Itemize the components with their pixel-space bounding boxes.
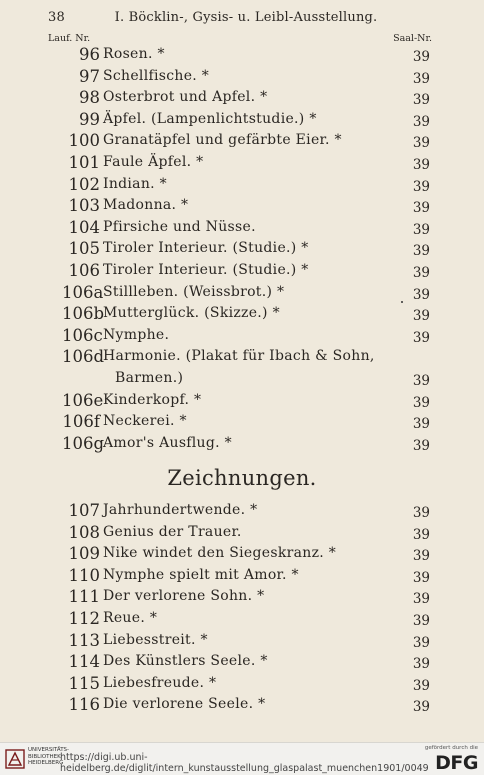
catalog-entry [62, 565, 432, 587]
catalog-entry [62, 522, 432, 544]
catalog-entry [62, 433, 432, 455]
entry-title: Granatäpfel und gefärbte Eier. * [103, 132, 342, 149]
catalog-entry [62, 608, 432, 630]
catalog-entry [62, 282, 432, 304]
catalog-entry [62, 195, 432, 217]
source-url-link[interactable]: https://digi.ub.uni-heidelberg.de/diglit/intern_kunstausstellung_glaspalast_muenchen1901/0049 [60, 752, 429, 774]
entry-room-number: 39 [412, 437, 430, 454]
entry-number: 108 [68, 522, 100, 542]
entry-title: Stillleben. (Weissbrot.) * [103, 283, 285, 300]
catalog-entry [62, 109, 432, 131]
entry-room-number: 39 [412, 548, 430, 565]
entry-number: 106g [62, 433, 105, 453]
sponsor-note: gefördert durch die [424, 745, 478, 751]
catalog-entry [62, 130, 432, 152]
entry-number: 103 [68, 196, 100, 216]
entry-room-number: 39 [412, 329, 430, 346]
catalog-entry [62, 66, 432, 88]
catalog-entry [62, 174, 432, 196]
entry-room-number: 39 [412, 373, 430, 390]
footer-bar [0, 742, 484, 775]
entry-room-number: 39 [412, 156, 430, 173]
entry-room-number: 39 [412, 243, 430, 260]
entry-room-number: 39 [412, 699, 430, 716]
entry-number: 101 [68, 152, 100, 172]
entry-title: Liebesfreude. * [103, 674, 217, 691]
drawings-list [62, 500, 432, 716]
catalog-entry [62, 152, 432, 174]
catalog-entry [62, 651, 432, 673]
catalog-entry [62, 303, 432, 325]
entry-title: Jahrhundertwende. * [103, 502, 258, 518]
entry-title [103, 346, 403, 389]
entry-title: Rosen. * [103, 46, 165, 62]
catalog-entry [62, 694, 432, 716]
entry-number: 106 [68, 260, 100, 280]
catalog-entry [62, 543, 432, 565]
entry-title: Tiroler Interieur. (Studie.) * [103, 240, 309, 257]
section-title: Zeichnungen. [167, 466, 317, 490]
entry-number: 99 [79, 109, 100, 129]
page-header [48, 10, 418, 25]
entry-room-number: 39 [412, 221, 430, 238]
col-head-saal: Saal-Nr. [393, 33, 432, 44]
entry-title: Amor's Ausflug. * [103, 434, 232, 451]
entry-number: 96 [79, 45, 100, 64]
entry-room-number: 39 [412, 135, 430, 152]
entry-number: 106c [62, 325, 103, 345]
entry-number: 107 [68, 501, 100, 520]
entry-number: 110 [68, 565, 100, 585]
dfg-logo: DFG [435, 752, 478, 774]
entry-room-number: 39 [412, 634, 430, 651]
entry-title: Liebesstreit. * [103, 631, 208, 648]
catalog-entry [62, 500, 432, 522]
catalog-entry [62, 390, 432, 412]
entry-room-number: 39 [412, 569, 430, 586]
catalog-entry [62, 44, 432, 66]
col-head-lauf: Lauf. Nr. [48, 33, 91, 44]
entry-number: 105 [68, 239, 100, 259]
entry-title: Nike windet den Siegeskranz. * [103, 545, 337, 562]
entry-number: 116 [68, 695, 100, 715]
entry-room-number: 39 [412, 178, 430, 195]
university-name: UNIVERSITÄTS- BIBLIOTHEK HEIDELBERG [28, 747, 70, 766]
entry-room-number: 39 [412, 200, 430, 217]
entry-title: Die verlorene Seele. * [103, 696, 266, 713]
entry-number: 104 [68, 217, 100, 237]
entry-number: 98 [79, 88, 100, 108]
catalog-entry [62, 586, 432, 608]
ink-speck [401, 301, 403, 303]
entry-number: 100 [68, 131, 100, 151]
entry-room-number: 39 [412, 113, 430, 130]
entry-room-number: 39 [412, 286, 430, 303]
entry-number: 106d [62, 347, 105, 367]
entry-number: 102 [68, 174, 100, 194]
entry-number: 111 [68, 587, 100, 607]
page-number: 38 [48, 10, 65, 25]
entry-title: Madonna. * [103, 197, 189, 214]
entry-number: 106a [62, 282, 104, 302]
entry-room-number: 39 [412, 70, 430, 87]
entry-number: 106b [62, 304, 105, 324]
entry-title: Genius der Trauer. [103, 523, 242, 540]
entry-number: 115 [68, 673, 100, 693]
entry-room-number: 39 [412, 92, 430, 109]
column-headers [48, 33, 432, 44]
entry-room-number: 39 [412, 264, 430, 281]
university-seal-icon [4, 748, 26, 770]
entry-number: 113 [68, 630, 100, 650]
entry-room-number: 39 [412, 416, 430, 433]
entry-title: Kinderkopf. * [103, 391, 202, 408]
entry-room-number: 39 [412, 591, 430, 608]
entry-number: 114 [68, 652, 100, 672]
entry-title: Pfirsiche und Nüsse. [103, 218, 256, 235]
entry-room-number: 39 [412, 308, 430, 325]
catalog-entry [62, 217, 432, 239]
entry-number: 109 [68, 544, 100, 564]
entry-room-number: 39 [412, 49, 430, 65]
catalog-entry [62, 630, 432, 652]
entry-number: 97 [79, 66, 100, 86]
entry-title: Reue. * [103, 609, 158, 626]
entry-title: Des Künstlers Seele. * [103, 653, 268, 670]
entry-room-number: 39 [412, 526, 430, 543]
entry-title: Indian. * [103, 175, 167, 192]
entry-title: Schellfische. * [103, 67, 210, 84]
catalog-entry [62, 260, 432, 282]
entry-title: Tiroler Interieur. (Studie.) * [103, 261, 309, 278]
entry-title: Der verlorene Sohn. * [103, 588, 265, 605]
catalog-entry [62, 87, 432, 109]
paintings-list [62, 44, 432, 454]
entry-title: Mutterglück. (Skizze.) * [103, 305, 280, 322]
entry-room-number: 39 [412, 677, 430, 694]
catalog-entry [62, 238, 432, 260]
catalog-entry [62, 411, 432, 433]
entry-title-line2: Barmen.) [115, 369, 184, 386]
running-title: I. Böcklin-, Gysis- u. Leibl-Ausstellung. [114, 10, 378, 25]
entry-title: Äpfel. (Lampenlichtstudie.) * [103, 110, 317, 127]
entry-number: 106f [62, 412, 100, 432]
entry-number: 112 [68, 608, 100, 628]
entry-room-number: 39 [412, 394, 430, 411]
entry-room-number: 39 [412, 656, 430, 673]
catalog-entry [62, 325, 432, 347]
entry-room-number: 39 [412, 505, 430, 521]
entry-title: Nymphe. [103, 326, 170, 343]
entry-title: Faule Äpfel. * [103, 153, 204, 170]
entry-title: Neckerei. * [103, 413, 187, 430]
entry-room-number: 39 [412, 612, 430, 629]
entry-title: Nymphe spielt mit Amor. * [103, 566, 299, 583]
entry-title-line1: Harmonie. (Plakat für Ibach & Sohn, [103, 348, 375, 365]
entry-number: 106e [62, 390, 104, 410]
catalog-entry [62, 346, 432, 389]
catalog-entry [62, 673, 432, 695]
entry-title: Osterbrot und Apfel. * [103, 89, 268, 106]
